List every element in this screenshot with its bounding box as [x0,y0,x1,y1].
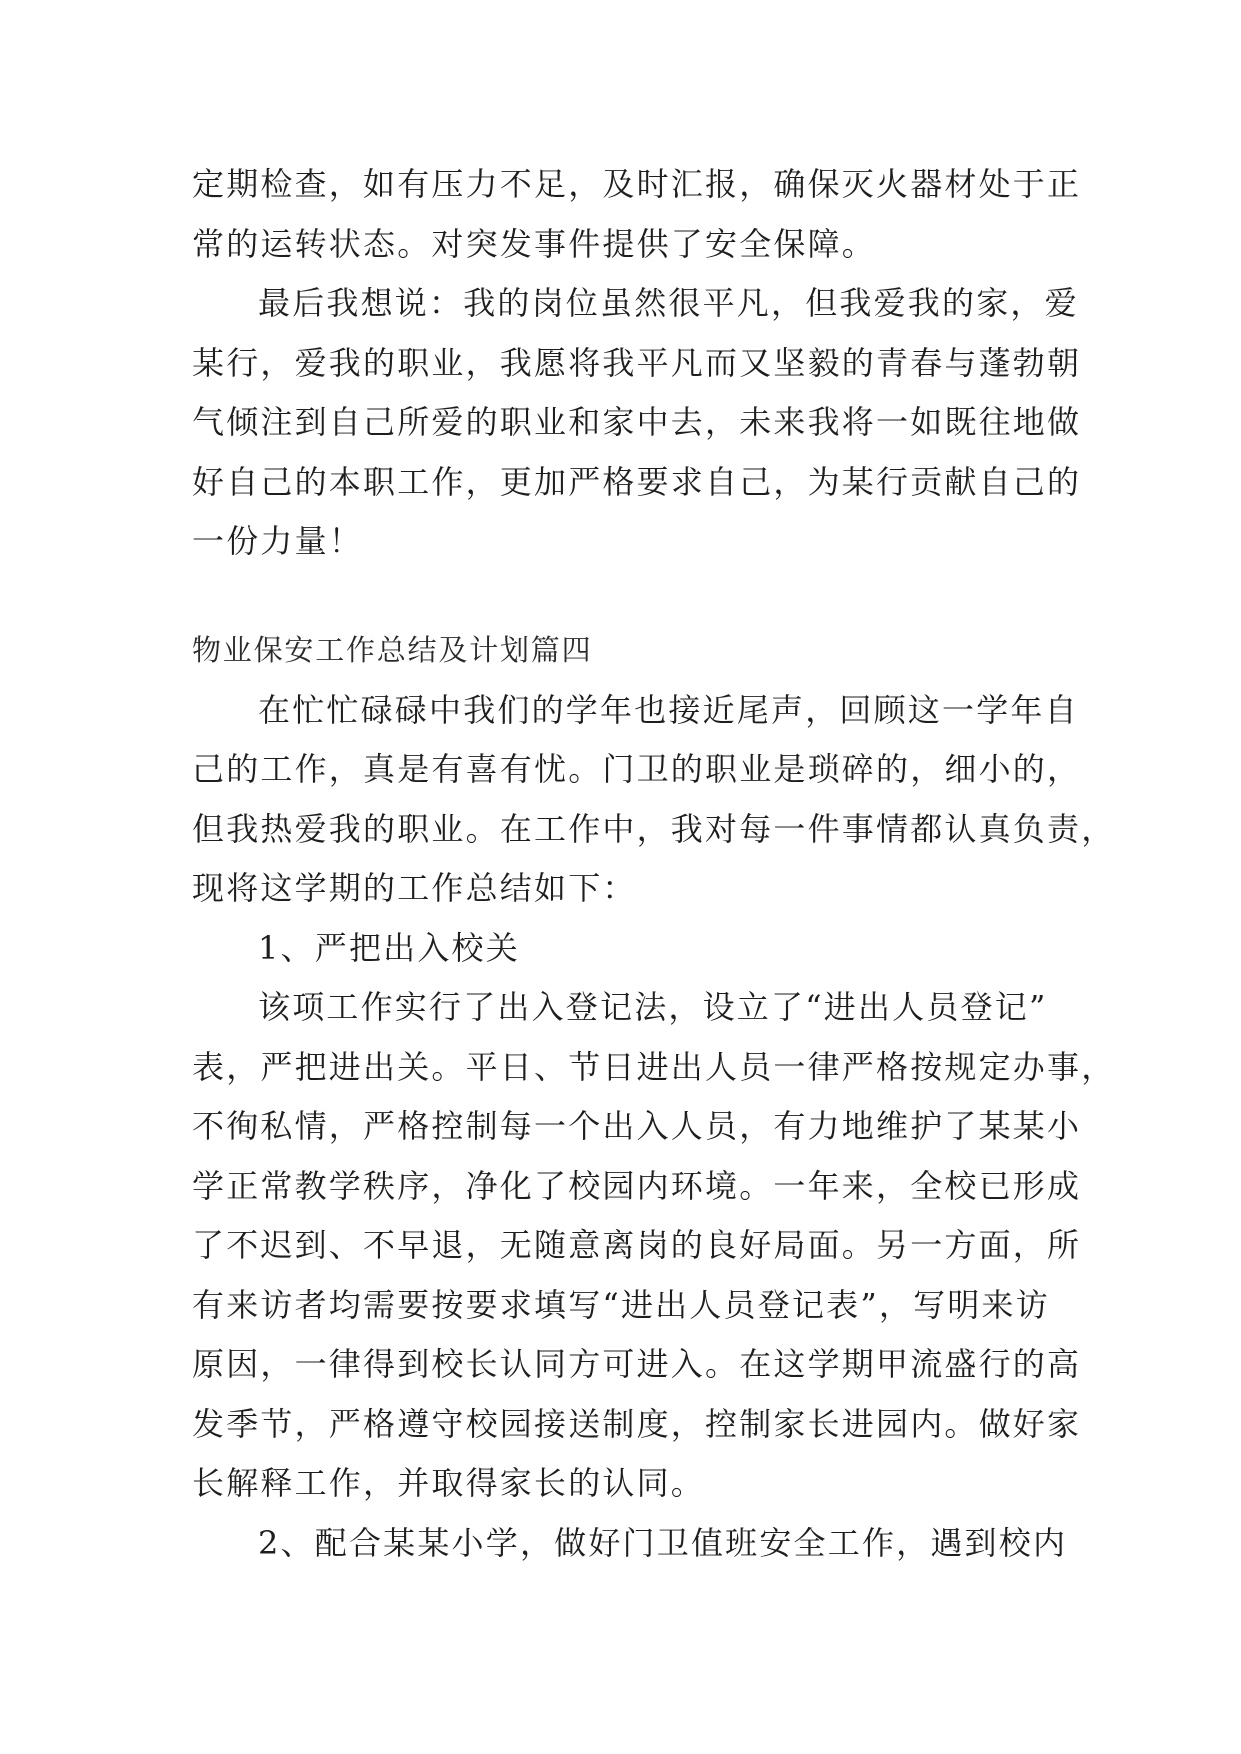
paragraph-line: 己的工作，真是有喜有忧。门卫的职业是琐碎的，细小的， [192,750,1082,788]
item-heading: 1、严把出入校关 [258,928,520,967]
paragraph-line: 最后我想说：我的岗位虽然很平凡，但我爱我的家，爱 [258,284,1079,322]
paragraph-line: 长解释工作，并取得家长的认同。 [192,1464,706,1502]
paragraph-line: 原因，一律得到校长认同方可进入。在这学期甲流盛行的高 [192,1345,1082,1383]
paragraph-line: 好自己的本职工作，更加严格要求自己，为某行贡献自己的 [192,462,1082,501]
paragraph-line: 某行，爱我的职业，我愿将我平凡而又坚毅的青春与蓬勃朝 [192,343,1082,382]
paragraph-line: 表，严把进出关。平日、节日进出人员一律严格按规定办事， [192,1047,1116,1086]
paragraph-line: 气倾注到自己所爱的职业和家中去，未来我将一如既往地做 [192,403,1082,441]
paragraph-line: 定期检查，如有压力不足，及时汇报，确保灭火器材处于正 [192,165,1082,203]
paragraph-line: 常的运转状态。对突发事件提供了安全保障。 [192,224,877,263]
paragraph-line: 但我热爱我的职业。在工作中，我对每一件事情都认真负责， [192,809,1116,848]
paragraph-line: 该项工作实行了出入登记法，设立了“进出人员登记” [258,988,1048,1026]
paragraph-line: 在忙忙碌碌中我们的学年也接近尾声，回顾这一学年自 [258,690,1079,729]
text-block-section [192,621,1116,1573]
paragraph-line: 了不迟到、不早退，无随意离岗的良好局面。另一方面，所 [192,1226,1082,1264]
text-block-upper [192,155,1082,572]
paragraph-line: 发季节，严格遵守校园接送制度，控制家长进园内。做好家 [192,1404,1082,1443]
paragraph-line: 有来访者均需要按要求填写“进出人员登记表”，写明来访 [192,1285,1050,1324]
item-heading: 2、配合某某小学，做好门卫值班安全工作，遇到校内 [258,1523,1068,1562]
paragraph-line: 学正常教学秩序，净化了校园内环境。一年来，全校已形成 [192,1166,1082,1205]
paragraph-line: 现将这学期的工作总结如下： [192,869,637,907]
paragraph-line: 一份力量！ [192,522,364,560]
section-heading: 物业保安工作总结及计划篇四 [192,633,593,667]
paragraph-line: 不徇私情，严格控制每一个出入人员，有力地维护了某某小 [192,1107,1082,1145]
